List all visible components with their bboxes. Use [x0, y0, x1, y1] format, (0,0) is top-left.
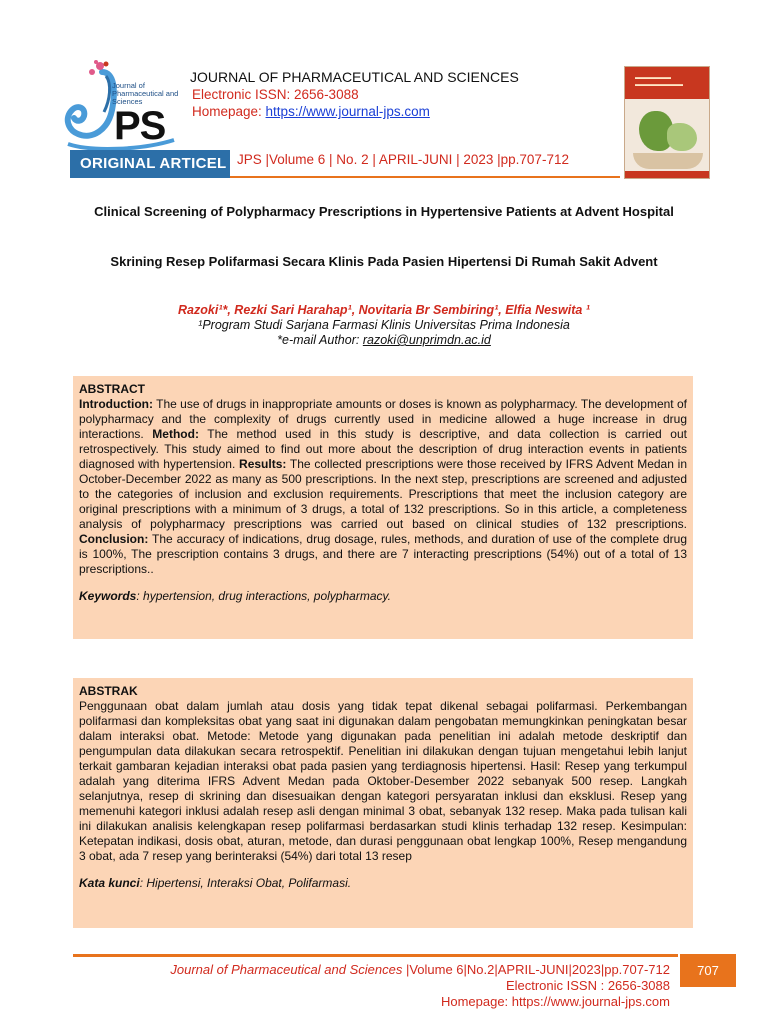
cover-strip — [625, 171, 709, 178]
author-email — [80, 333, 688, 348]
intro-text: The use of drugs in inappropriate amounts or doses is known as polypharmacy. The development of polypharmacy and the complexity of drugs currently used in medicine allowed a huge increase in drug interactions. — [79, 397, 687, 441]
keywords-label: Keywords — [79, 589, 137, 603]
abstrak-body: Penggunaan obat dalam jumlah atau dosis yang tidak tepat dikenal sebagai polifarmasi. Perkembangan polifarmasi dan kompleksitas obat yang saat ini digunakan dalam pengobatan memungkinkan peningkatan besar dalam interaksi obat. Metode: Metode yang digunakan pada penelitian ini adalah metode deskriptif dan pengumpulan data dilakukan secara retrospektif. Penelitian ini dilakukan dengan tujuan mengetahui lebih lanjut terkait gambaran kejadian interaksi obat pada pasien yang terdiagnosis hipertensi. Hasil: Resep yang terkumpul adalah yang diterima IFRS Advent Medan pada Oktober-Desember 2022 sebanyak 500 resep. Langkah selanjutnya, resep di skrining dan disesuaikan dengan kategori persyaratan inklusi dan eksklusi. Resep yang memenuhi kategori inklusi adalah resep asli dengan minimal 3 obat, sebanyak 132 resep. Maka pada tulisan kali ini dilakukan analisis kelengkapan resep polifarmasi berdasarkan studi klinis terhadap 132 resep. Kesimpulan: Ketepatan indikasi, dosis obat, aturan, metode, dan durasi penggunaan obat lengkap 100%, Resep mengandung 3 obat, ada 7 resep yang berinteraksi (54%) dari total 13 resep — [79, 699, 687, 863]
page-number: 707 — [680, 954, 736, 987]
header-homepage — [192, 103, 610, 120]
header-issn: Electronic ISSN: 2656-3088 — [192, 87, 359, 102]
cover-title-icon: ▬▬▬▬▬▬ ▬▬▬▬▬▬▬▬ — [635, 75, 683, 88]
footer-journal-line — [73, 962, 670, 977]
keywords — [79, 589, 687, 604]
journal-header — [190, 69, 610, 120]
abstract-box — [73, 376, 693, 639]
affiliation: ¹Program Studi Sarjana Farmasi Klinis Universitas Prima Indonesia — [198, 318, 570, 332]
method-label: Method: — [152, 427, 199, 441]
journal-name: JOURNAL OF PHARMACEUTICAL AND SCIENCES — [190, 69, 519, 85]
logo-small-text: Journal of Pharmaceutical and Sciences — [112, 81, 179, 106]
kata-kunci-text: : Hipertensi, Interaksi Obat, Polifarmasi. — [139, 876, 352, 890]
abstrak-box — [73, 678, 693, 928]
title-english: Clinical Screening of Polypharmacy Prescriptions in Hypertensive Patients at Advent Hospital — [94, 204, 674, 219]
keywords-text: : hypertension, drug interactions, polypharmacy. — [136, 589, 391, 603]
cover-bowl-icon — [633, 153, 703, 169]
email-link[interactable]: razoki@unprimdn.ac.id — [362, 333, 491, 347]
volume-line: JPS |Volume 6 | No. 2 | APRIL-JUNI | 2023 |pp.707-712 — [237, 152, 569, 167]
homepage-label: Homepage: — [192, 104, 266, 119]
journal-cover-icon — [624, 66, 710, 179]
footer-homepage: Homepage: https://www.journal-jps.com — [440, 994, 670, 1009]
kata-kunci — [79, 876, 687, 891]
conclusion-text: The accuracy of indications, drug dosage, rules, methods, and duration of use of the complete drug is 100%, The prescription contains 3 drugs, and there are 7 interacting prescriptions (54%) out of a total of 13 prescriptions.. — [79, 532, 687, 576]
journal-logo — [62, 60, 180, 152]
header-divider — [230, 176, 620, 178]
abstract-body — [79, 397, 687, 577]
kata-kunci-label: Kata kunci — [79, 876, 140, 890]
abstract-heading: ABSTRACT — [79, 382, 145, 396]
title-indonesian: Skrining Resep Polifarmasi Secara Klinis Pada Pasien Hipertensi Di Rumah Sakit Advent — [110, 254, 658, 269]
article-type-banner: ORIGINAL ARTICEL — [70, 150, 230, 178]
intro-label: Introduction: — [79, 397, 153, 411]
author-list: Razoki¹*, Rezki Sari Harahap¹, Novitaria Br Sembiring¹, Elfia Neswita ¹ — [178, 303, 590, 317]
footer-divider — [73, 954, 678, 957]
footer-volume: |Volume 6|No.2|APRIL-JUNI|2023|pp.707-712 — [402, 962, 670, 977]
footer-issn: Electronic ISSN : 2656-3088 — [505, 978, 670, 993]
email-label: *e-mail Author: — [277, 333, 363, 347]
logo-letters: PS — [114, 104, 166, 148]
method-text: The method used in this study is descriptive, and data collection is carried out retrospectively. This study aimed to find out more about the description of drug interaction events in patients diagnosed with hypertension. — [79, 427, 687, 471]
cover-leaf-icon — [667, 123, 697, 151]
abstrak-heading: ABSTRAK — [79, 684, 138, 698]
results-label: Results: — [239, 457, 287, 471]
footer-journal-name: Journal of Pharmaceutical and Sciences — [170, 962, 403, 977]
conclusion-label: Conclusion: — [79, 532, 149, 546]
results-text: The collected prescriptions were those received by IFRS Advent Medan in October-December 2022 as many as 500 prescriptions. In the next step, prescriptions are screened and adjusted to the categories of inclusion and exclusion requirements. Prescriptions that meet the inclusion category are original prescriptions with a minimum of 3 drugs, a total of 132 prescriptions. So in this article, a completeness analysis of polypharmacy prescriptions was carried out based on clinical studies of 132 prescriptions. — [79, 457, 688, 531]
homepage-link[interactable]: https://www.journal-jps.com — [265, 104, 430, 119]
